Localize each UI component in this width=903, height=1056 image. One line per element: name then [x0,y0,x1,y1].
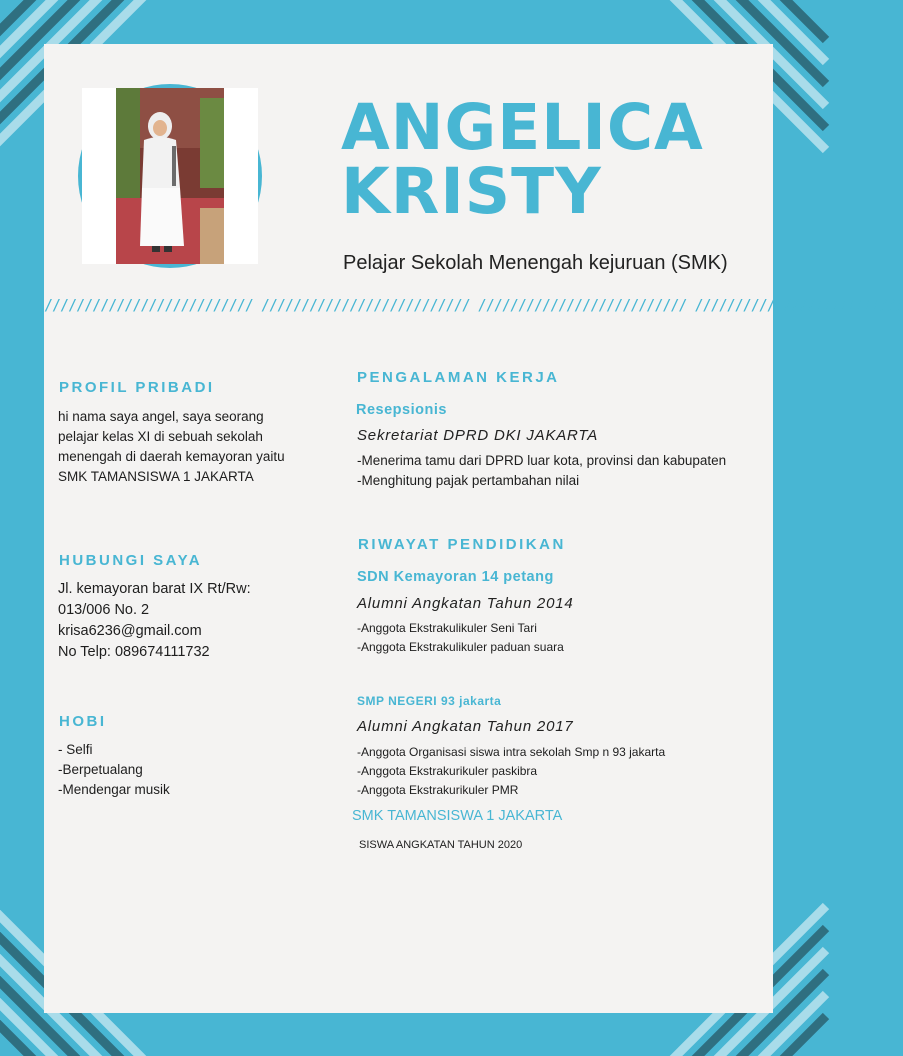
profile-photo [78,84,262,268]
hobby-item: -Berpetualang [58,762,143,777]
profile-heading: PROFIL PRIBADI [59,379,215,396]
contact-address-line: 013/006 No. 2 [58,602,150,618]
profile-line: menengah di daerah kemayoran yaitu [58,449,285,464]
activity-item: -Anggota Ekstrakulikuler Seni Tari [357,621,537,635]
school-period: Alumni Angkatan Tahun 2017 [357,718,574,735]
job-subtitle: Pelajar Sekolah Menengah kejuruan (SMK) [343,252,728,274]
duty-item: -Menghitung pajak pertambahan nilai [357,473,580,488]
contact-heading: HUBUNGI SAYA [59,552,203,569]
activity-item: -Anggota Ekstrakurikuler PMR [357,783,519,797]
hobbies-list [58,740,170,800]
activity-item: -Anggota Organisasi siswa intra sekolah Smp n 93 jakarta [357,745,666,759]
experience-duties [357,451,726,491]
profile-line: SMK TAMANSISWA 1 JAKARTA [58,469,254,484]
activity-item: -Anggota Ekstrakurikuler paskibra [357,764,538,778]
full-name [341,91,704,228]
school-period: SISWA ANGKATAN TAHUN 2020 [359,839,523,851]
school-name: SMK TAMANSISWA 1 JAKARTA [352,808,563,824]
hobby-item: -Mendengar musik [58,782,170,797]
school-name: SMP NEGERI 93 jakarta [357,694,502,708]
school-activities [357,743,665,800]
experience-company: Sekretariat DPRD DKI JAKARTA [357,427,599,444]
hobbies-heading: HOBI [59,713,107,730]
last-name: KRISTY [341,155,602,228]
contact-address-line: Jl. kemayoran barat IX Rt/Rw: [58,581,251,597]
experience-job-title: Resepsionis [356,402,447,418]
contact-email: krisa6236@gmail.com [58,623,202,639]
school-period: Alumni Angkatan Tahun 2014 [357,595,574,612]
first-name: ANGELICA [341,91,704,164]
education-heading: RIWAYAT PENDIDIKAN [358,536,566,553]
experience-heading: PENGALAMAN KERJA [357,369,560,386]
resume-page [44,44,903,1013]
school-activities [357,619,564,657]
school-name: SDN Kemayoran 14 petang [357,569,554,585]
slash-divider: ////////////////////////// ////////////////////////// ////////////////////////// ////////////////////////// [44,296,903,314]
profile-text [58,407,308,487]
hobby-item: - Selfi [58,742,93,757]
contact-phone: No Telp: 089674111732 [58,644,210,660]
contact-details [58,579,318,663]
activity-item: -Anggota Ekstrakulikuler paduan suara [357,640,564,654]
profile-line: hi nama saya angel, saya seorang [58,409,264,424]
profile-line: pelajar kelas XI di sebuah sekolah [58,429,263,444]
duty-item: -Menerima tamu dari DPRD luar kota, provinsi dan kabupaten [357,453,727,468]
